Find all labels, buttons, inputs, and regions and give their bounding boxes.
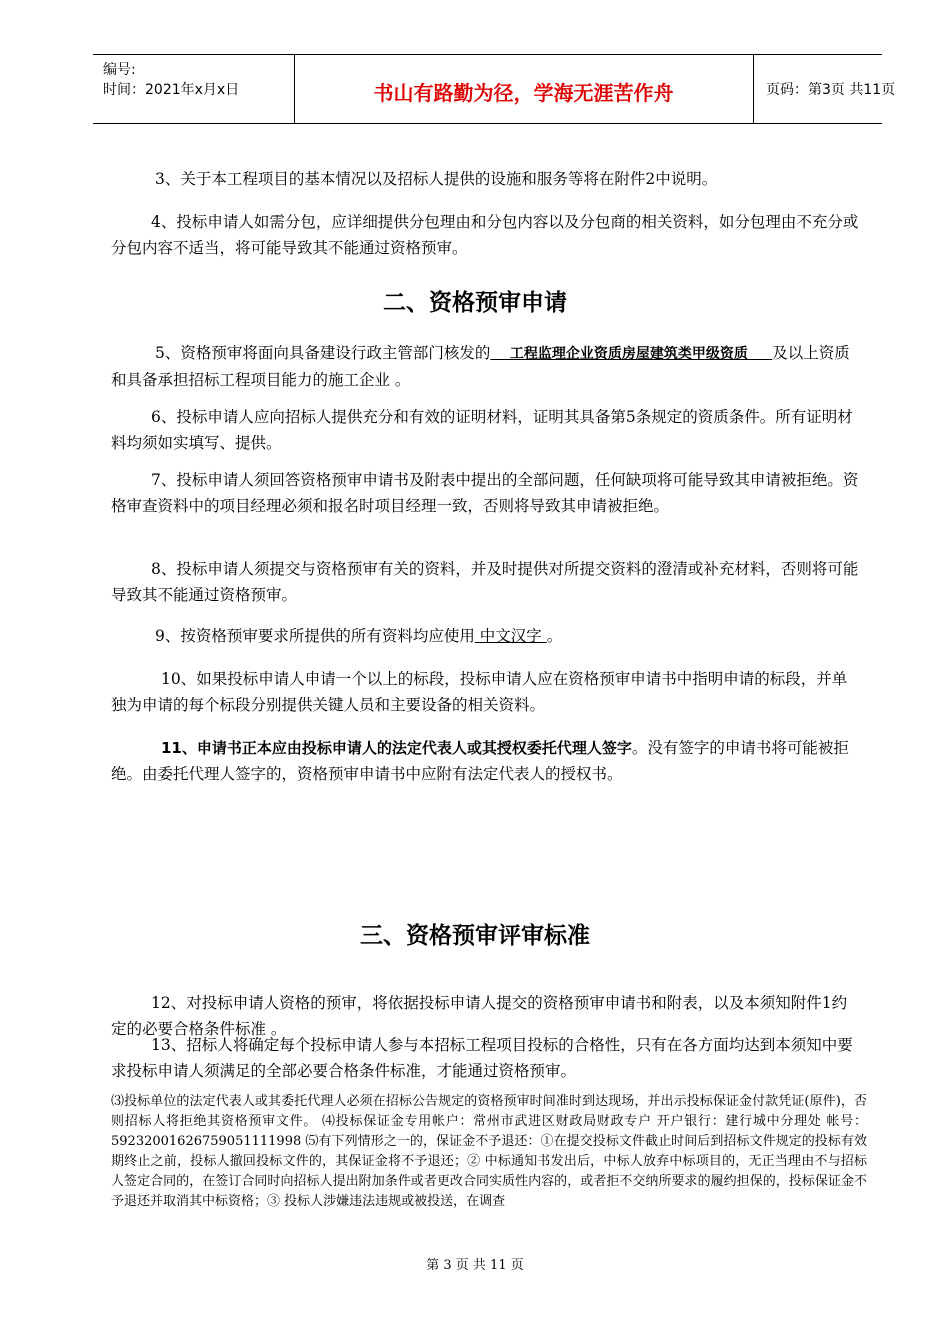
header-motto: 书山有路勤为径，学海无涯苦作舟 [373,81,674,105]
qualification-fill: 工程监理企业资质房屋建筑类甲级资质 [490,346,773,362]
document-number-label: 编号: [103,62,136,78]
page-header [93,54,896,124]
paragraph-9 [111,623,861,649]
paragraph-5 [111,340,861,393]
paragraph-9-tail: 。 [546,627,563,645]
paragraph-12: 12、对投标申请人资格的预审，将依据投标申请人提交的资格预审申请书和附表，以及本须知附件1约定的必要合格条件标准 。 [111,994,848,1038]
paragraph-4: 4、投标申请人如需分包，应详细提供分包理由和分包内容以及分包商的相关资料，如分包理由不充分或分包内容不适当，将可能导致其不能通过资格预审。 [111,213,859,257]
header-motto-cell [294,55,754,123]
paragraph-8: 8、投标申请人须提交与资格预审有关的资料，并及时提供对所提交资料的澄清或补充材料，否则将可能导致其不能通过资格预审。 [111,560,859,604]
paragraph-11 [111,735,861,787]
header-page-cell [754,55,896,123]
signature-requirement: 11、申请书正本应由投标申请人的法定代表人或其授权委托代理人签字 [161,739,632,757]
paragraph-5-text: 5、资格预审将面向具备建设行政主管部门核发的 [155,344,491,362]
section-heading-2: 二、资格预审申请 [383,290,567,316]
paragraph-9-text: 9、按资格预审要求所提供的所有资料均应使用 [155,627,475,645]
paragraph-6: 6、投标申请人应向招标人提供充分和有效的证明材料，证明其具备第5条规定的资质条件。所有证明材料均须如实填写、提供。 [111,408,853,452]
document-time-label: 时间：2021年x月x日 [103,82,240,98]
page-footer: 第 3 页 共 11 页 [426,1258,524,1273]
header-meta-cell [93,55,295,123]
deposit-details-text: ⑶投标单位的法定代表人或其委托代理人必须在招标公告规定的资格预审时间准时到达现场，并出示投标保证金付款凭证(原件)，否则招标人将拒绝其资格预审文件。 ⑷投标保证金专用帐户：常州市武进区财政局财政专户 开户银行：建行城中分理处 帐号：59232001626759051111998 ⑸有下列情形之一的，保证金不予退还：①在提交投标文件截止时间后到招标文件规定的投标有效期终止之前，投标人撤回投标文件的，其保证金将不予退还；② 中标通知书发出后，中标人放弃中标项目的，无正当理由不与招标人签定合同的，在签订合同时向招标人提出附加条件或者更改合同实质性内容的，或者拒不交纳所要求的履约担保的，投标保证金不予退还并取消其中标资格；③ 投标人涉嫌违法违规或被投送，在调查 [111,1094,867,1209]
section-heading-3: 三、资格预审评审标准 [360,923,590,949]
header-page-label: 页码：第3页 共11页 [766,82,896,98]
paragraph-3: 3、关于本工程项目的基本情况以及招标人提供的设施和服务等将在附件2中说明。 [155,170,718,188]
paragraph-7: 7、投标申请人须回答资格预审申请书及附表中提出的全部问题，任何缺项将可能导致其申请被拒绝。资格审查资料中的项目经理必须和报名时项目经理一致，否则将导致其申请被拒绝。 [111,471,859,515]
paragraph-5-tail: 及以上资质和具备承担招标工程项目能力的施工企业 。 [111,344,850,389]
paragraph-11-tail: 。没有签字的申请书将可能被拒绝。由委托代理人签字的，资格预审申请书中应附有法定代表人的授权书。 [111,739,849,783]
paragraph-13: 13、招标人将确定每个投标申请人参与本招标工程项目投标的合格性，只有在各方面均达到本须知中要求投标申请人须满足的全部必要合格条件标准，才能通过资格预审。 [111,1036,853,1080]
language-fill: 中文汉字 [474,627,547,645]
paragraph-10: 10、如果投标申请人申请一个以上的标段，投标申请人应在资格预审申请书中指明申请的标段，并单独为申请的每个标段分别提供关键人员和主要设备的相关资料。 [111,670,848,714]
